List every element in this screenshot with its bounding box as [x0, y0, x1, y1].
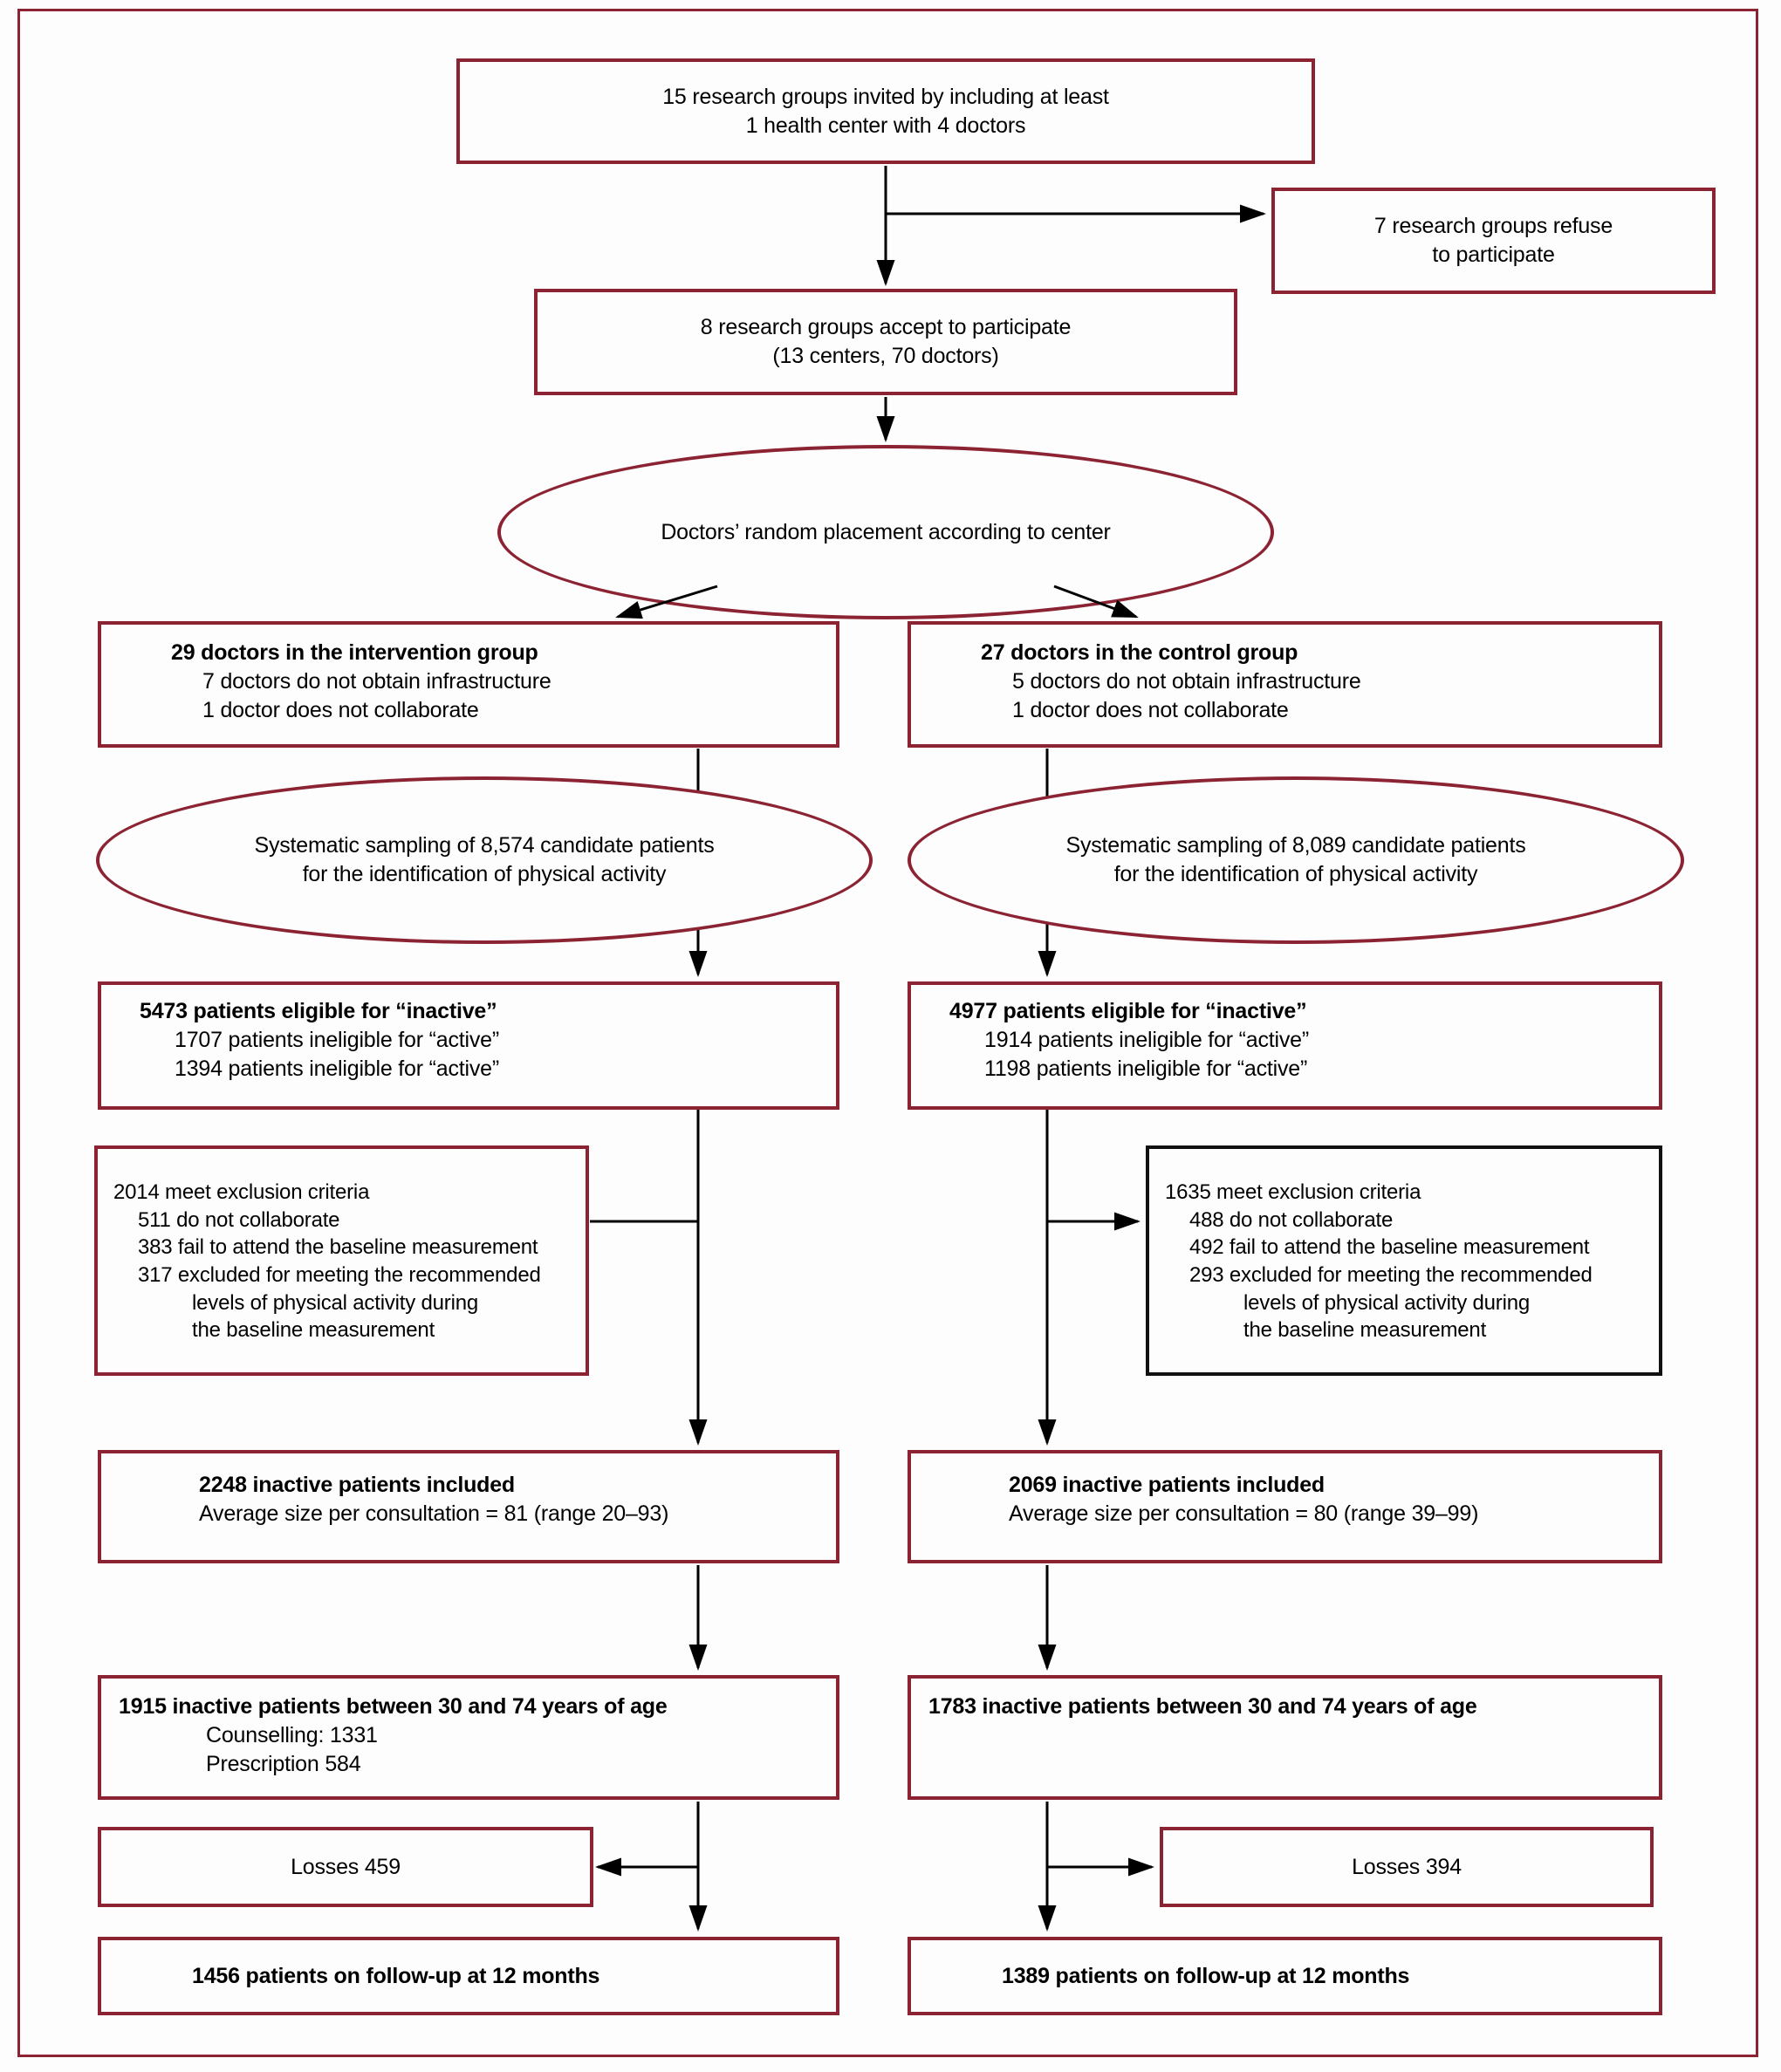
exclusion-right-line4: 293 excluded for meeting the recommended [1189, 1263, 1593, 1288]
eligible-left-sub1: 1707 patients ineligible for “active” [175, 1028, 499, 1052]
exclusion-left-line4: 317 excluded for meeting the recommended [138, 1263, 541, 1288]
accept-line2: (13 centers, 70 doctors) [772, 344, 999, 368]
losses-left-text: Losses 459 [291, 1854, 401, 1879]
eligible-right-sub2: 1198 patients ineligible for “active” [984, 1057, 1308, 1081]
followup-left-text: 1456 patients on follow-up at 12 months [192, 1963, 600, 1988]
random-placement-text: Doctors’ random placement according to center [661, 519, 1111, 544]
exclusion-right-line6: the baseline measurement [1243, 1318, 1487, 1343]
control-heading: 27 doctors in the control group [981, 640, 1298, 665]
refuse-line2: to participate [1432, 243, 1555, 267]
exclusion-right-line3: 492 fail to attend the baseline measurement [1189, 1235, 1590, 1260]
intervention-heading: 29 doctors in the intervention group [171, 640, 538, 665]
sampling-left-line1: Systematic sampling of 8,574 candidate patients [254, 833, 715, 858]
invited-line2: 1 health center with 4 doctors [745, 113, 1026, 138]
followup-right-text: 1389 patients on follow-up at 12 months [1002, 1963, 1410, 1988]
age-right-heading: 1783 inactive patients between 30 and 74 years of age [928, 1694, 1477, 1719]
accept-line1: 8 research groups accept to participate [700, 315, 1072, 339]
exclusion-left-line2: 511 do not collaborate [138, 1207, 340, 1232]
refuse-line1: 7 research groups refuse [1373, 214, 1613, 238]
included-left-sub: Average size per consultation = 81 (range 20–93) [199, 1501, 669, 1526]
age-left-sub2: Prescription 584 [206, 1752, 361, 1776]
intervention-sub1: 7 doctors do not obtain infrastructure [202, 669, 551, 694]
exclusion-left-line3: 383 fail to attend the baseline measurement [138, 1235, 538, 1260]
arrow-random-to-control [1054, 586, 1136, 617]
eligible-left-heading: 5473 patients eligible for “inactive” [140, 999, 497, 1023]
exclusion-left-line5: levels of physical activity during [192, 1290, 479, 1315]
losses-right-text: Losses 394 [1352, 1854, 1462, 1879]
age-left-heading: 1915 inactive patients between 30 and 74 years of age [119, 1694, 668, 1719]
control-sub2: 1 doctor does not collaborate [1012, 698, 1289, 722]
eligible-right-heading: 4977 patients eligible for “inactive” [949, 999, 1307, 1023]
control-sub1: 5 doctors do not obtain infrastructure [1012, 669, 1361, 694]
exclusion-right-line2: 488 do not collaborate [1189, 1207, 1394, 1232]
sampling-left-line2: for the identification of physical activity [302, 862, 667, 886]
included-right-sub: Average size per consultation = 80 (range 39–99) [1009, 1501, 1479, 1526]
age-left-sub1: Counselling: 1331 [206, 1723, 378, 1747]
sampling-right-line1: Systematic sampling of 8,089 candidate patients [1065, 833, 1526, 858]
intervention-sub2: 1 doctor does not collaborate [202, 698, 479, 722]
sampling-right-line2: for the identification of physical activity [1113, 862, 1478, 886]
invited-line1: 15 research groups invited by including at least [662, 84, 1109, 109]
exclusion-left-line6: the baseline measurement [192, 1318, 435, 1343]
included-right-heading: 2069 inactive patients included [1009, 1473, 1325, 1497]
exclusion-left-line1: 2014 meet exclusion criteria [113, 1180, 370, 1204]
exclusion-right-line5: levels of physical activity during [1243, 1290, 1531, 1315]
eligible-right-sub1: 1914 patients ineligible for “active” [984, 1028, 1309, 1052]
arrow-random-to-intervention [618, 586, 717, 617]
exclusion-right-line1: 1635 meet exclusion criteria [1165, 1180, 1421, 1204]
eligible-left-sub2: 1394 patients ineligible for “active” [175, 1057, 499, 1081]
included-left-heading: 2248 inactive patients included [199, 1473, 515, 1497]
